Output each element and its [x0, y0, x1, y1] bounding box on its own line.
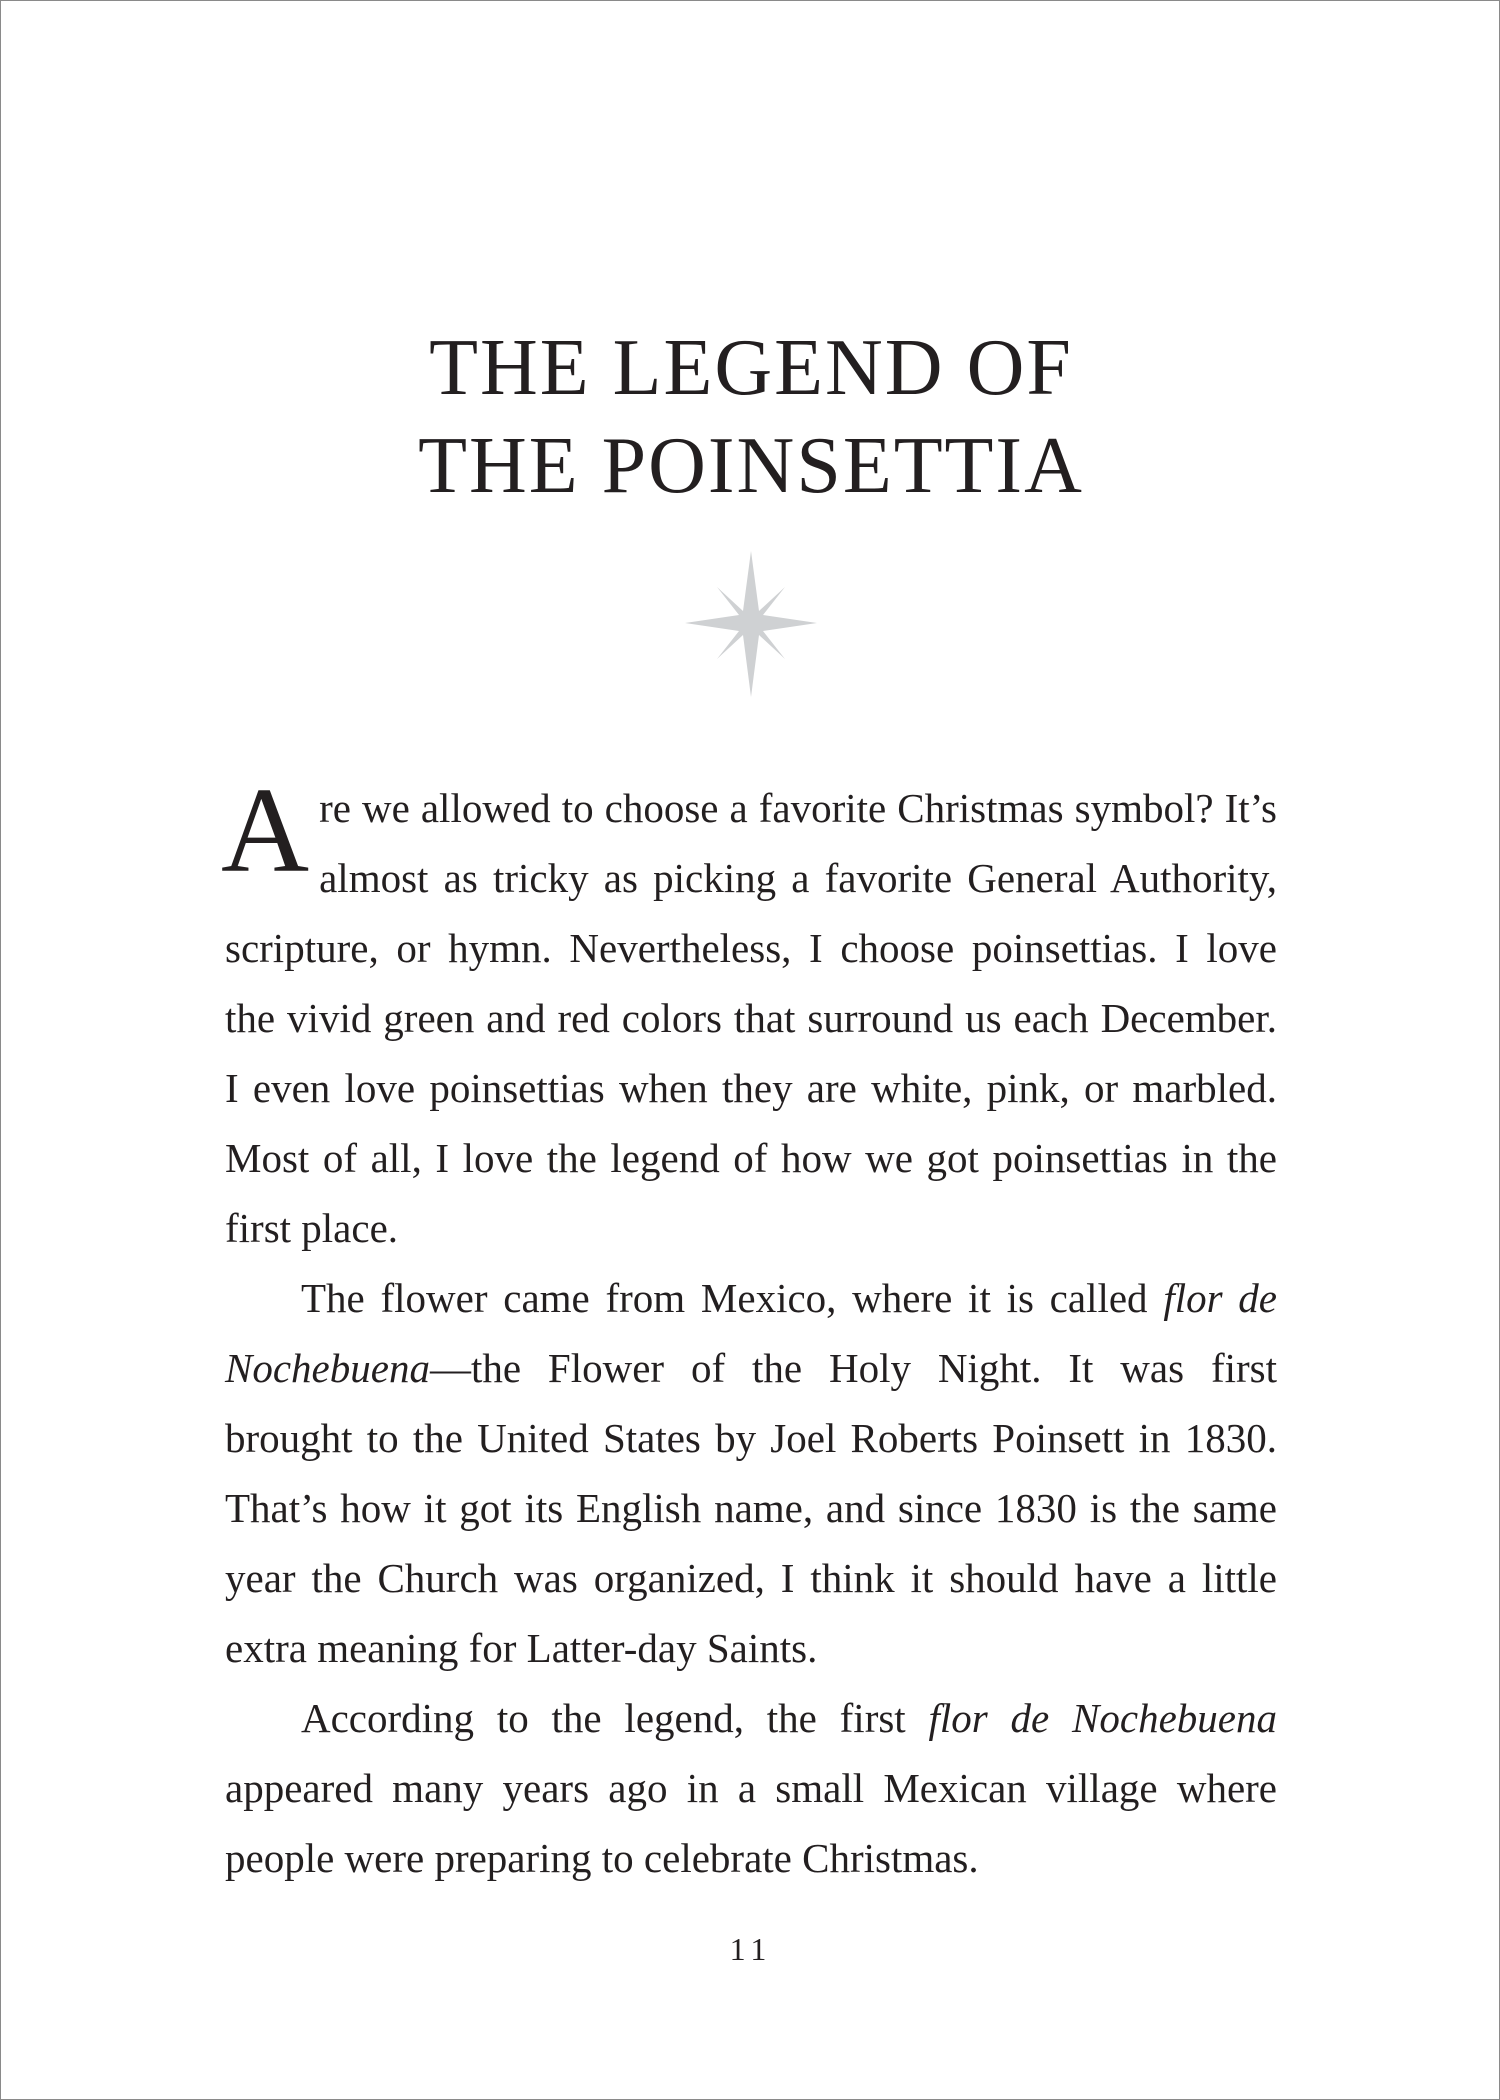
- paragraph-1-text: re we allowed to choose a favorite Christmas symbol? It’s almost as tricky as picking a favorite General Authority, scripture, or hymn. Nevertheless, I choose poinsettias. I love the vivid green and red colors that surround us each December. I even love poinsettias when they are white, pink, or marbled. Most of all, I love the legend of how we got poinsettias in the first place.: [225, 785, 1277, 1251]
- drop-cap: A: [221, 763, 310, 898]
- paragraph-3-text-a: According to the legend, the first: [301, 1695, 929, 1741]
- italic-term: flor de Nochebuena: [225, 1275, 1277, 1391]
- page-number: 11: [729, 1931, 773, 1967]
- paragraph-3-text-b: appeared many years ago in a small Mexican village where people were preparing to celebrate Christmas.: [225, 1765, 1277, 1881]
- chapter-title-line-1: THE LEGEND OF: [429, 324, 1073, 412]
- paragraph-1: [221, 763, 1277, 1263]
- paragraph-2: [225, 1263, 1277, 1683]
- body-text: [221, 763, 1277, 1893]
- chapter-title: [1, 319, 1500, 515]
- paragraph-3: [225, 1683, 1277, 1893]
- eight-point-star-icon: [681, 549, 821, 699]
- paragraph-2-text-a: The flower came from Mexico, where it is called: [301, 1275, 1164, 1321]
- paragraph-2-text-b: —the Flower of the Holy Night. It was first brought to the United States by Joel Roberts Poinsett in 1830. That’s how it got its English name, and since 1830 is the same year the Church was organized, I think it should have a little extra meaning for Latter-day Saints.: [225, 1345, 1277, 1671]
- chapter-title-line-2: THE POINSETTIA: [418, 422, 1084, 510]
- italic-term: flor de Nochebuena: [928, 1695, 1277, 1741]
